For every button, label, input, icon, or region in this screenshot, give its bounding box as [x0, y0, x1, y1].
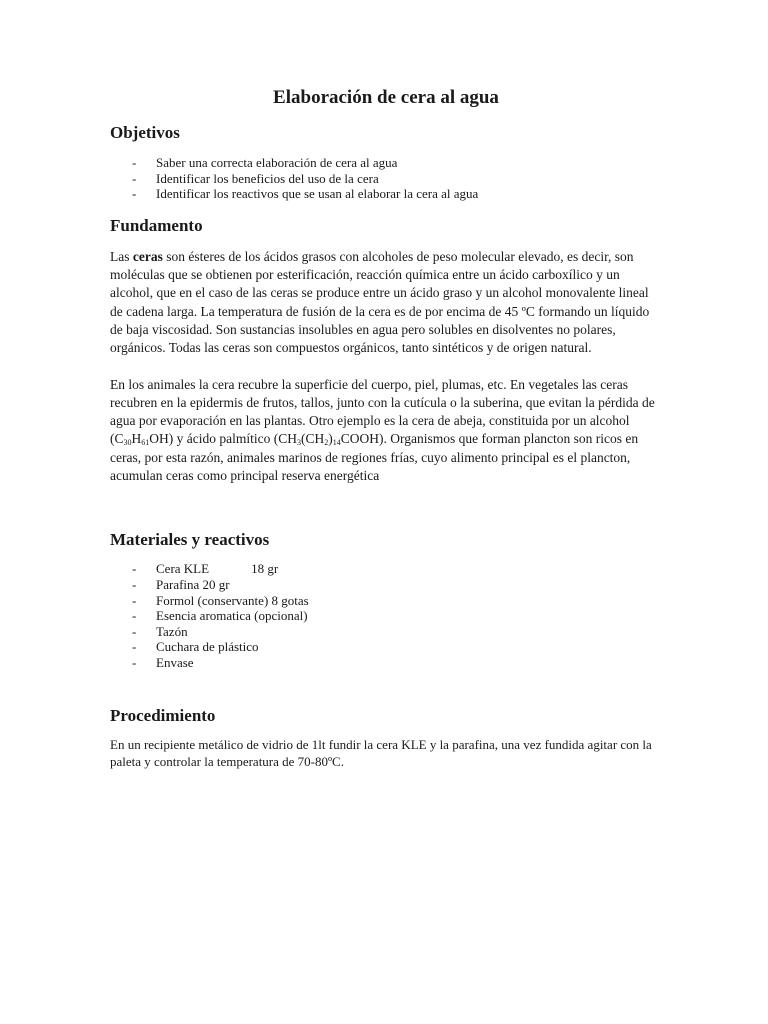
list-item: - Identificar los beneficios del uso de la cera [110, 171, 662, 187]
text-run: OH) y ácido palmítico (CH [149, 431, 297, 447]
text-run: son ésteres de los ácidos grasos con alcoholes de peso molecular elevado, es decir, son moléculas que se obtienen por esterificación, reacción química entre un ácido carboxílico y un alcohol, que en el caso de las ceras se produce entre un ácido graso y un alcohol monovalente lineal de cadena larga. La temperatura de fusión de la cera es de por encima de 45 ºC formando un líquido de baja viscosidad. Son sustancias insolubles en agua pero solubles en disolventes no polares, orgánicos. Todas las ceras son compuestos orgánicos, tanto sintéticos y de origen natural. [110, 248, 650, 356]
section-heading-objetivos: Objetivos [110, 123, 180, 142]
list-item: - Parafina 20 gr [110, 577, 662, 593]
text-run: H [131, 431, 142, 447]
list-item: - Cuchara de plástico [110, 639, 662, 655]
fundamento-paragraph-2 [110, 376, 662, 486]
fundamento-paragraph-1 [110, 248, 662, 358]
text-run: COOH). Organismos que forman plancton son ricos en ceras, por esta razón, animales marinos de regiones frías, cuyo alimento principal es el plancton, acumulan ceras como principal reserva energética [110, 431, 639, 484]
list-item: - Esencia aromatica (opcional) [110, 608, 662, 624]
section-heading-fundamento: Fundamento [110, 215, 203, 235]
list-item [110, 561, 662, 577]
procedimiento-paragraph: En un recipiente metálico de vidrio de 1lt fundir la cera KLE y la parafina, una vez fundida agitar con la paleta y controlar la temperatura de 70-80ºC. [110, 736, 652, 769]
subscript: 2 [324, 438, 329, 448]
materiales-list [110, 561, 662, 670]
section-heading-procedimiento: Procedimiento [110, 705, 216, 725]
text-run: (CH [300, 431, 325, 447]
list-item: - Formol (conservante) 8 gotas [110, 593, 662, 609]
objetivos-list [110, 155, 662, 202]
list-item: - Saber una correcta elaboración de cera al agua [110, 155, 662, 171]
text-run: Las [110, 248, 133, 264]
list-item: - Envase [110, 655, 662, 671]
document-page [110, 86, 662, 771]
list-item: - Identificar los reactivos que se usan al elaborar la cera al agua [110, 186, 662, 202]
subscript: 14 [332, 438, 341, 448]
item-quantity: 18 gr [251, 561, 279, 577]
bold-term: ceras [132, 248, 163, 264]
text-run: ) [328, 431, 333, 447]
section-heading-materiales: Materiales y reactivos [110, 530, 270, 550]
list-item: - Tazón [110, 624, 662, 640]
item-name: Cera KLE [156, 561, 210, 577]
subscript: 3 [296, 438, 301, 448]
document-title: Elaboración de cera al agua [273, 87, 499, 108]
subscript: 30 [123, 438, 132, 448]
text-run: En los animales la cera recubre la superficie del cuerpo, piel, plumas, etc. En vegetales las ceras recubren en la epidermis de frutos, tallos, junto con la cutícula o la suberina, que evitan la pérdida de agua por evaporación en las plantas. Otro ejemplo es la cera de abeja, constituida por un alcohol (C [110, 376, 655, 447]
subscript: 61 [141, 438, 150, 448]
